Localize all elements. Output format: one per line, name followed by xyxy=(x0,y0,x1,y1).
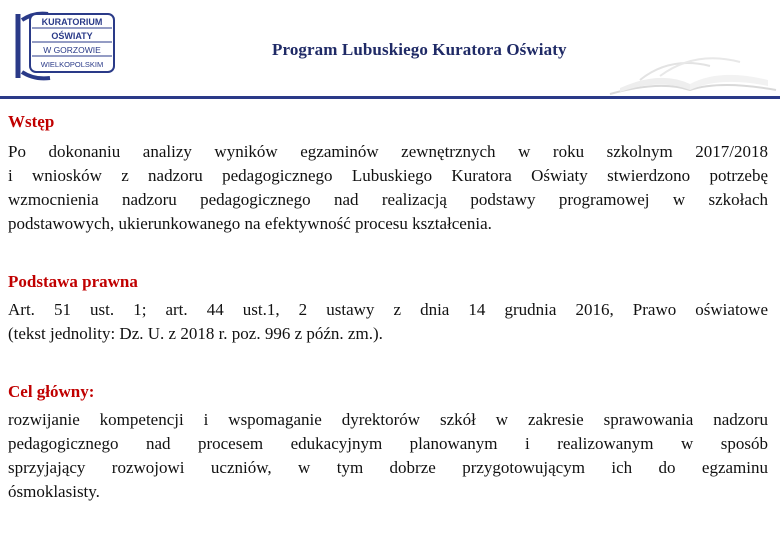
logo-line-4: WIELKOPOLSKIM xyxy=(40,60,104,69)
book-decoration-icon xyxy=(600,50,780,98)
intro-line: i wniosków z nadzoru pedagogicznego Lubuskiego Kuratora Oświaty stwierdzono potrzebę xyxy=(8,166,768,185)
goal-heading: Cel główny: xyxy=(8,382,95,401)
goal-line: sprzyjający rozwojowi uczniów, w tym dobrze przygotowującym ich do egzaminu xyxy=(8,458,768,477)
legal-line: Art. 51 ust. 1; art. 44 ust.1, 2 ustawy z dnia 14 grudnia 2016, Prawo oświatowe xyxy=(8,300,768,319)
goal-line: pedagogicznego nad procesem edukacyjnym planowanym i realizowanym w sposób xyxy=(8,434,768,453)
legal-paragraph xyxy=(8,298,768,346)
legal-line: (tekst jednolity: Dz. U. z 2018 r. poz. 996 z późn. zm.). xyxy=(8,324,383,343)
goal-paragraph xyxy=(8,408,768,504)
logo-line-3: W GORZOWIE xyxy=(43,45,101,55)
intro-paragraph xyxy=(8,140,768,236)
page-title: Program Lubuskiego Kuratora Oświaty xyxy=(272,40,567,59)
intro-line: podstawowych, ukierunkowanego na efektywność procesu kształcenia. xyxy=(8,214,492,233)
goal-line: rozwijanie kompetencji i wspomaganie dyrektorów szkół w zakresie sprawowania nadzoru xyxy=(8,410,768,429)
kuratorium-logo xyxy=(4,6,122,86)
header-divider xyxy=(0,96,780,99)
logo-line-1: KURATORIUM xyxy=(41,17,103,27)
intro-line: wzmocnienia nadzoru pedagogicznego nad realizacją podstawy programowej w szkołach xyxy=(8,190,768,209)
intro-heading: Wstęp xyxy=(8,112,55,131)
intro-line: Po dokonaniu analizy wyników egzaminów zewnętrznych w roku szkolnym 2017/2018 xyxy=(8,142,768,161)
logo-line-2: OŚWIATY xyxy=(51,31,93,41)
goal-line: ósmoklasisty. xyxy=(8,482,100,501)
legal-heading: Podstawa prawna xyxy=(8,272,138,291)
